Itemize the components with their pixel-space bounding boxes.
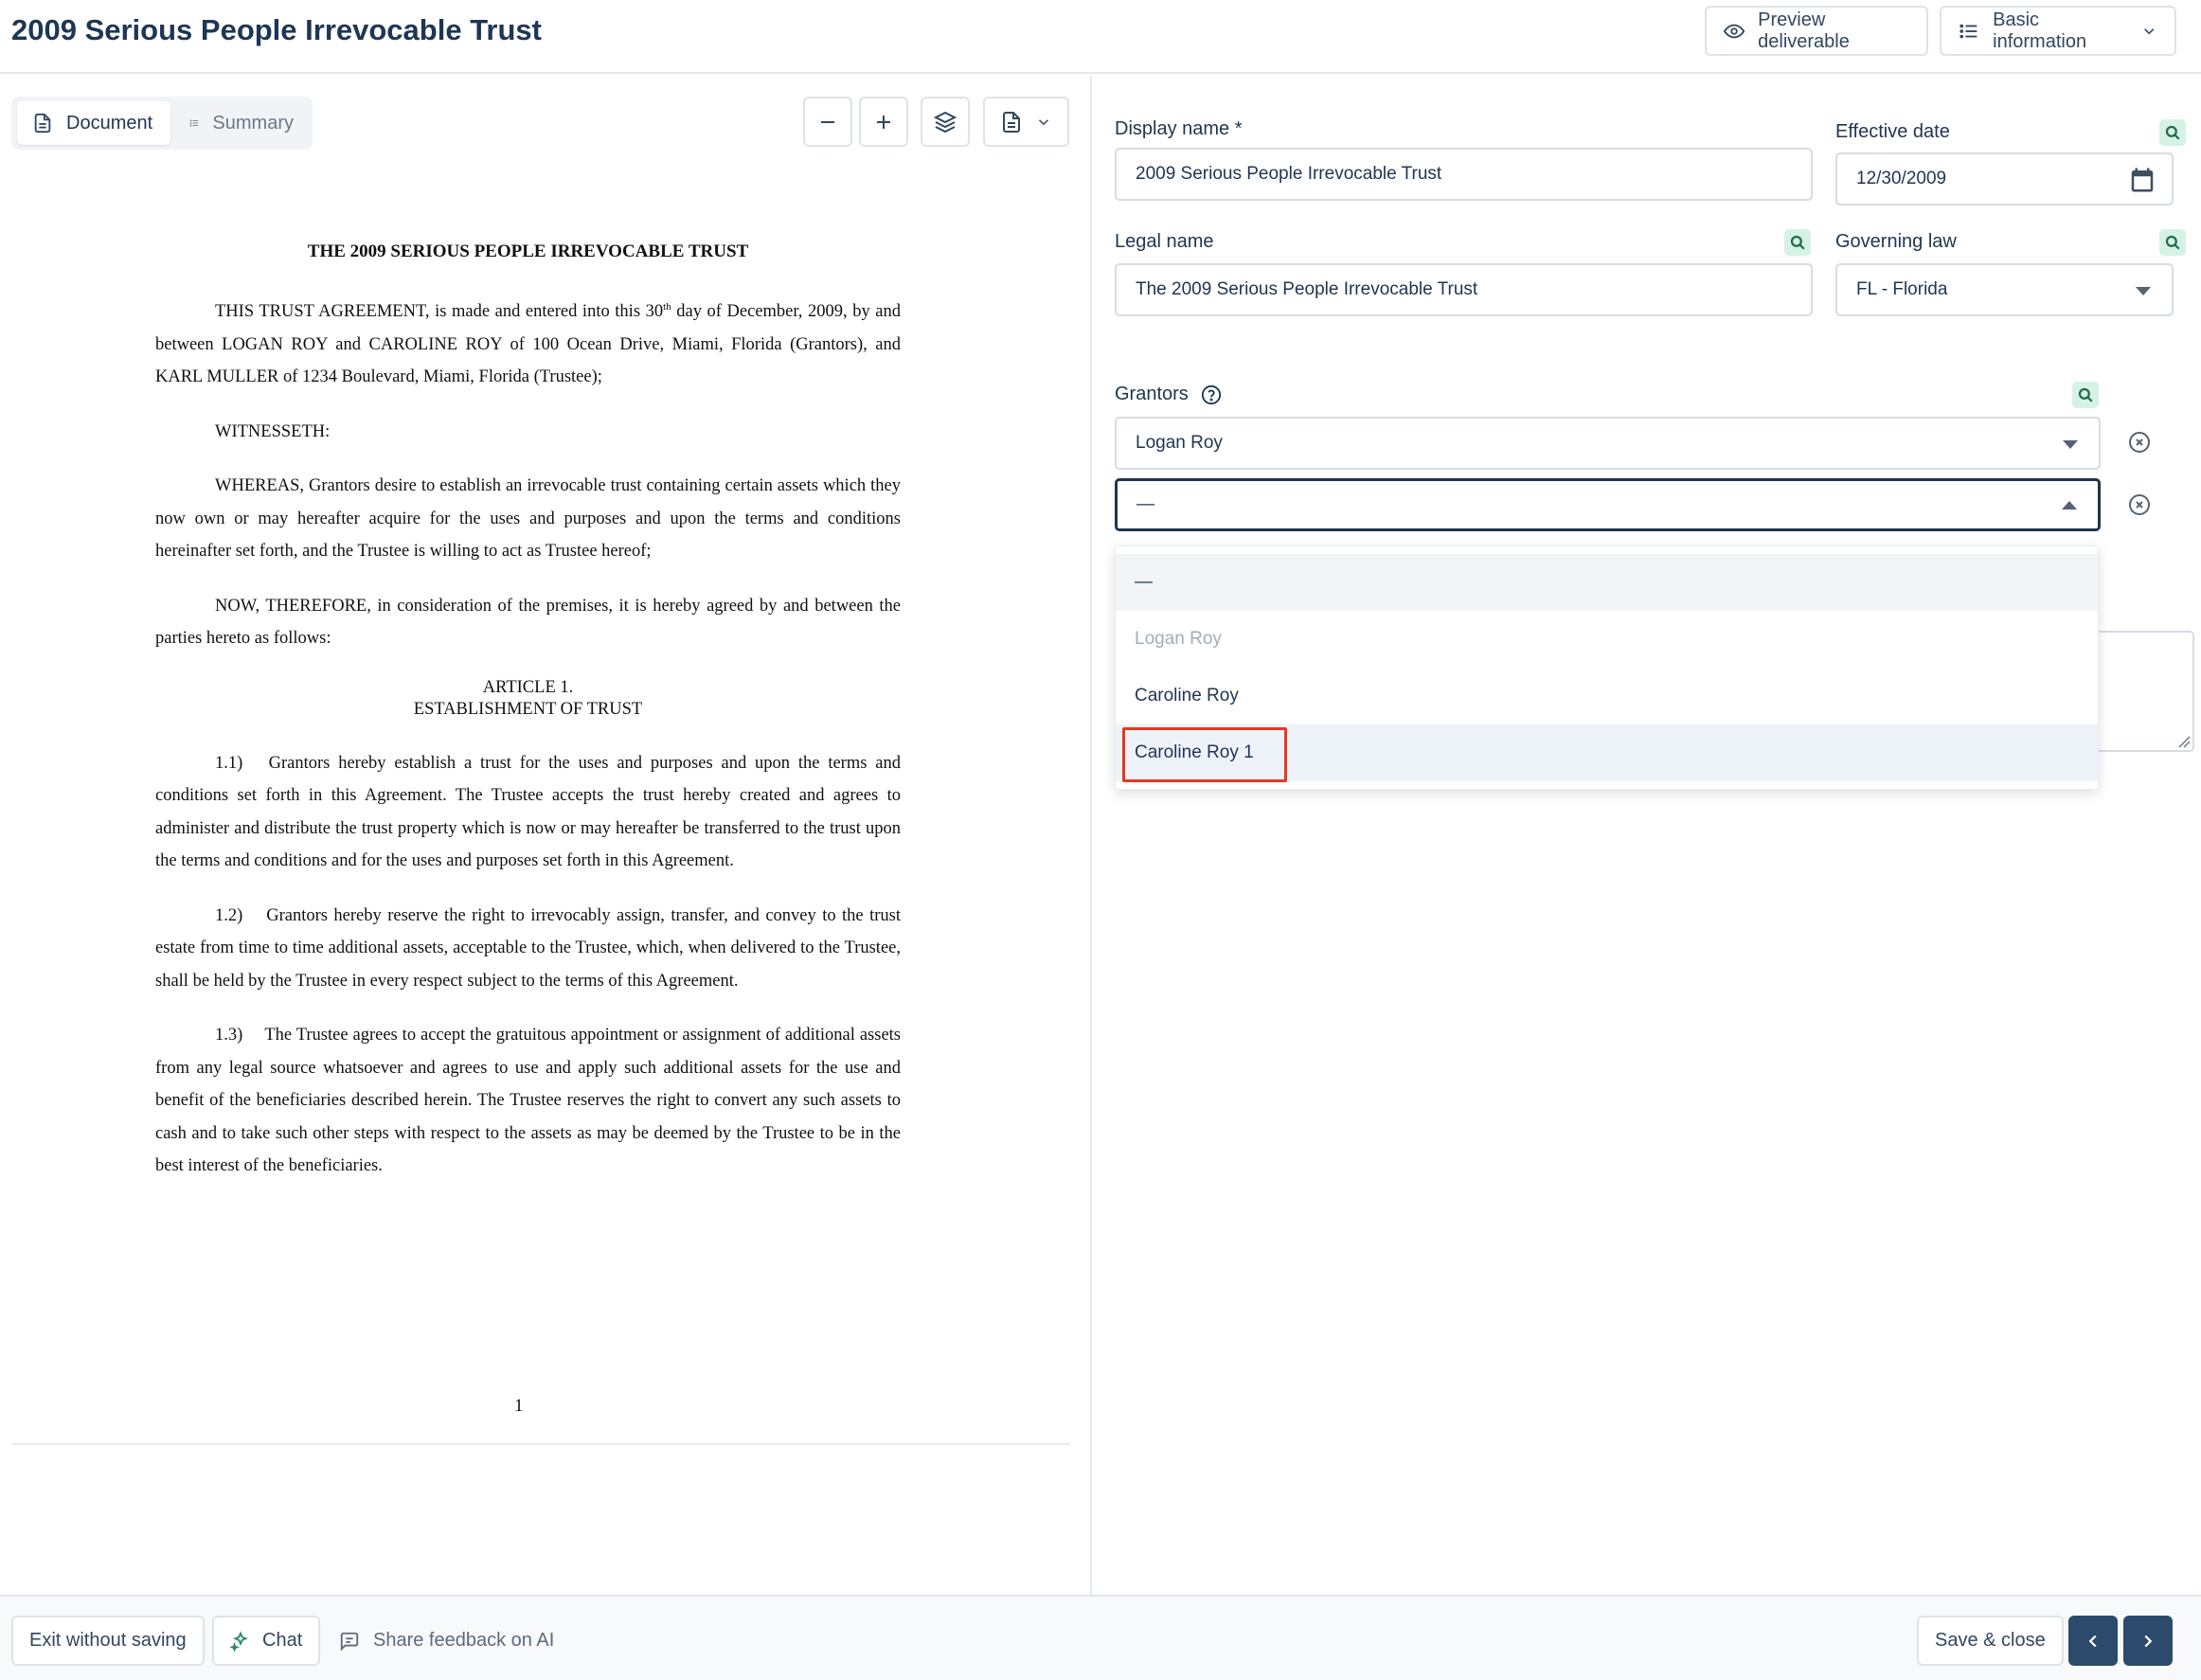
- dropdown-option-empty[interactable]: —: [1116, 554, 2098, 611]
- section-1-2: 1.2) Grantors hereby reserve the right to irrevocably assign, transfer, and convey to the trust estate from time to time additional assets, acceptable to the Trustee, which, when delivered to the Trustee, shall be held by the Trustee in every respect subject to the terms of this Agreement.: [155, 905, 901, 991]
- next-button[interactable]: [2123, 1616, 2173, 1666]
- header: [0, 0, 2201, 74]
- grantor-select-2[interactable]: [1115, 478, 2101, 531]
- effective-date-field[interactable]: [1835, 152, 2174, 206]
- ai-search-governing-law-button[interactable]: [2159, 229, 2186, 256]
- grantor-2-value: —: [1136, 494, 1154, 514]
- footer: [0, 1595, 2201, 1680]
- chevron-right-icon: [2138, 1631, 2158, 1652]
- layers-icon: [934, 111, 957, 134]
- minus-icon: [816, 111, 839, 134]
- previous-button[interactable]: [2068, 1616, 2118, 1666]
- remove-grantor-2-icon[interactable]: [2128, 493, 2151, 516]
- list-icon: [1959, 20, 1979, 43]
- legal-name-value: The 2009 Serious People Irrevocable Trust: [1136, 279, 1478, 299]
- caret-down-icon: [2136, 287, 2151, 295]
- search-icon: [2077, 386, 2094, 403]
- page-divider: [11, 1443, 1070, 1445]
- grantor-select-1[interactable]: [1115, 417, 2101, 470]
- view-tabs: [11, 97, 313, 150]
- message-icon: [339, 1631, 360, 1652]
- governing-law-value: FL - Florida: [1856, 279, 1948, 299]
- exit-without-saving-label: Exit without saving: [29, 1630, 187, 1651]
- form-pane: [1094, 76, 2201, 1595]
- document-witnesseth: WITNESSETH:: [215, 421, 331, 441]
- resize-handle-icon[interactable]: [2177, 735, 2191, 748]
- tab-document-label: Document: [66, 112, 153, 134]
- display-name-label: Display name *: [1115, 118, 1243, 139]
- preview-deliverable-label: Preview deliverable: [1758, 9, 1850, 52]
- share-feedback-button[interactable]: [339, 1616, 554, 1666]
- highlight-box: [1122, 727, 1287, 782]
- grantors-label: Grantors: [1115, 384, 1222, 405]
- section-selector[interactable]: [1940, 6, 2176, 56]
- caret-down-icon: [2063, 440, 2078, 449]
- display-name-field[interactable]: [1115, 148, 1813, 201]
- notes-textarea[interactable]: [2098, 631, 2194, 752]
- document-pane: [0, 76, 1092, 1595]
- dropdown-option-caroline-roy-1-label: Caroline Roy 1: [1135, 742, 1254, 762]
- document-menu-button[interactable]: [983, 97, 1069, 147]
- save-and-close-button[interactable]: [1917, 1616, 2064, 1666]
- share-feedback-label: Share feedback on AI: [373, 1630, 555, 1651]
- layers-button[interactable]: [921, 97, 970, 147]
- document-page: [155, 241, 901, 1205]
- chevron-left-icon: [2083, 1631, 2103, 1652]
- document-title: THE 2009 SERIOUS PEOPLE IRREVOCABLE TRUST: [307, 241, 749, 261]
- display-name-value: 2009 Serious People Irrevocable Trust: [1136, 164, 1442, 184]
- help-icon[interactable]: [1201, 384, 1222, 405]
- page-title: 2009 Serious People Irrevocable Trust: [11, 13, 542, 46]
- tab-document[interactable]: [17, 101, 170, 145]
- chevron-down-icon: [1035, 114, 1052, 131]
- list-icon: [189, 113, 199, 134]
- search-icon: [2164, 124, 2181, 141]
- eye-icon: [1724, 20, 1745, 43]
- tab-summary-label: Summary: [212, 112, 294, 134]
- document-now-therefore: NOW, THEREFORE, in consideration of the premises, it is hereby agreed by and between the parties hereto as follows:: [155, 596, 901, 649]
- article-number: ARTICLE 1.: [482, 677, 574, 697]
- grantor-dropdown-menu: [1115, 545, 2099, 790]
- section-1-3: 1.3) The Trustee agrees to accept the gratuitous appointment or assignment of additional assets from any legal source whatsoever and agrees to use and apply such additional assets for the use and benefit of the beneficiaries described herein. The Trustee reserves the right to convert any such assets to cash and to take such other steps with respect to the assets as may be deemed by the Trustee to be in the best interest of the beneficiaries.: [155, 1026, 901, 1176]
- chevron-down-icon: [2140, 22, 2157, 41]
- search-icon: [1789, 234, 1806, 251]
- ai-search-grantors-button[interactable]: [2072, 382, 2099, 408]
- remove-grantor-1-icon[interactable]: [2128, 431, 2151, 454]
- dropdown-option-caroline-roy-1[interactable]: [1116, 724, 2098, 781]
- ai-search-effective-date-button[interactable]: [2159, 119, 2186, 146]
- legal-name-field[interactable]: [1115, 263, 1813, 316]
- save-and-close-label: Save & close: [1935, 1630, 2046, 1651]
- search-icon: [2164, 234, 2181, 251]
- section-selector-label: Basic information: [1993, 9, 2087, 52]
- plus-icon: [872, 111, 895, 134]
- zoom-in-button[interactable]: [859, 97, 908, 147]
- exit-without-saving-button[interactable]: [11, 1616, 205, 1666]
- document-icon: [1000, 111, 1023, 134]
- document-icon: [32, 113, 53, 134]
- page-number: 1: [514, 1396, 524, 1416]
- effective-date-value: 12/30/2009: [1856, 169, 1947, 188]
- zoom-out-button[interactable]: [803, 97, 852, 147]
- dropdown-option-caroline-roy[interactable]: Caroline Roy: [1135, 686, 1239, 706]
- effective-date-label: Effective date: [1835, 121, 1950, 142]
- preview-deliverable-button[interactable]: [1705, 6, 1928, 56]
- document-intro: THIS TRUST AGREEMENT, is made and entered into this 30th day of December, 2009, by and between LOGAN ROY and CAROLINE ROY of 100 Ocean Drive, Miami, Florida (Grantors), and KARL MULLER of 1234 Boulevard, Miami, Florida (Trustee);: [155, 301, 901, 387]
- calendar-icon[interactable]: [2128, 166, 2156, 194]
- document-whereas: WHEREAS, Grantors desire to establish an irrevocable trust containing certain assets which they now own or may hereafter acquire for the uses and purposes and upon the terms and conditions hereinafter set forth, and the Trustee is willing to act as Trustee hereof;: [155, 476, 901, 562]
- governing-law-label: Governing law: [1835, 231, 1957, 252]
- governing-law-select[interactable]: [1835, 263, 2174, 316]
- section-1-1: 1.1) Grantors hereby establish a trust for the uses and purposes and upon the terms and conditions set forth in this Agreement. The Trustee accepts the trust hereby created and agrees to administer and distribute the trust property which is now or may hereafter be transferred to the trust upon the terms and conditions and for the uses and purposes set forth in this Agreement.: [155, 753, 901, 871]
- chat-label: Chat: [262, 1630, 303, 1651]
- ai-search-legal-name-button[interactable]: [1784, 229, 1811, 256]
- sparkle-icon: [230, 1631, 251, 1652]
- legal-name-label: Legal name: [1115, 231, 1214, 252]
- article-heading: [155, 677, 901, 721]
- chat-button[interactable]: [212, 1616, 320, 1666]
- grantor-1-value: Logan Roy: [1136, 433, 1223, 453]
- caret-up-icon: [2062, 501, 2077, 509]
- dropdown-option-logan-roy: Logan Roy: [1135, 629, 1222, 649]
- article-title: ESTABLISHMENT OF TRUST: [413, 699, 643, 719]
- tab-summary[interactable]: [174, 101, 309, 145]
